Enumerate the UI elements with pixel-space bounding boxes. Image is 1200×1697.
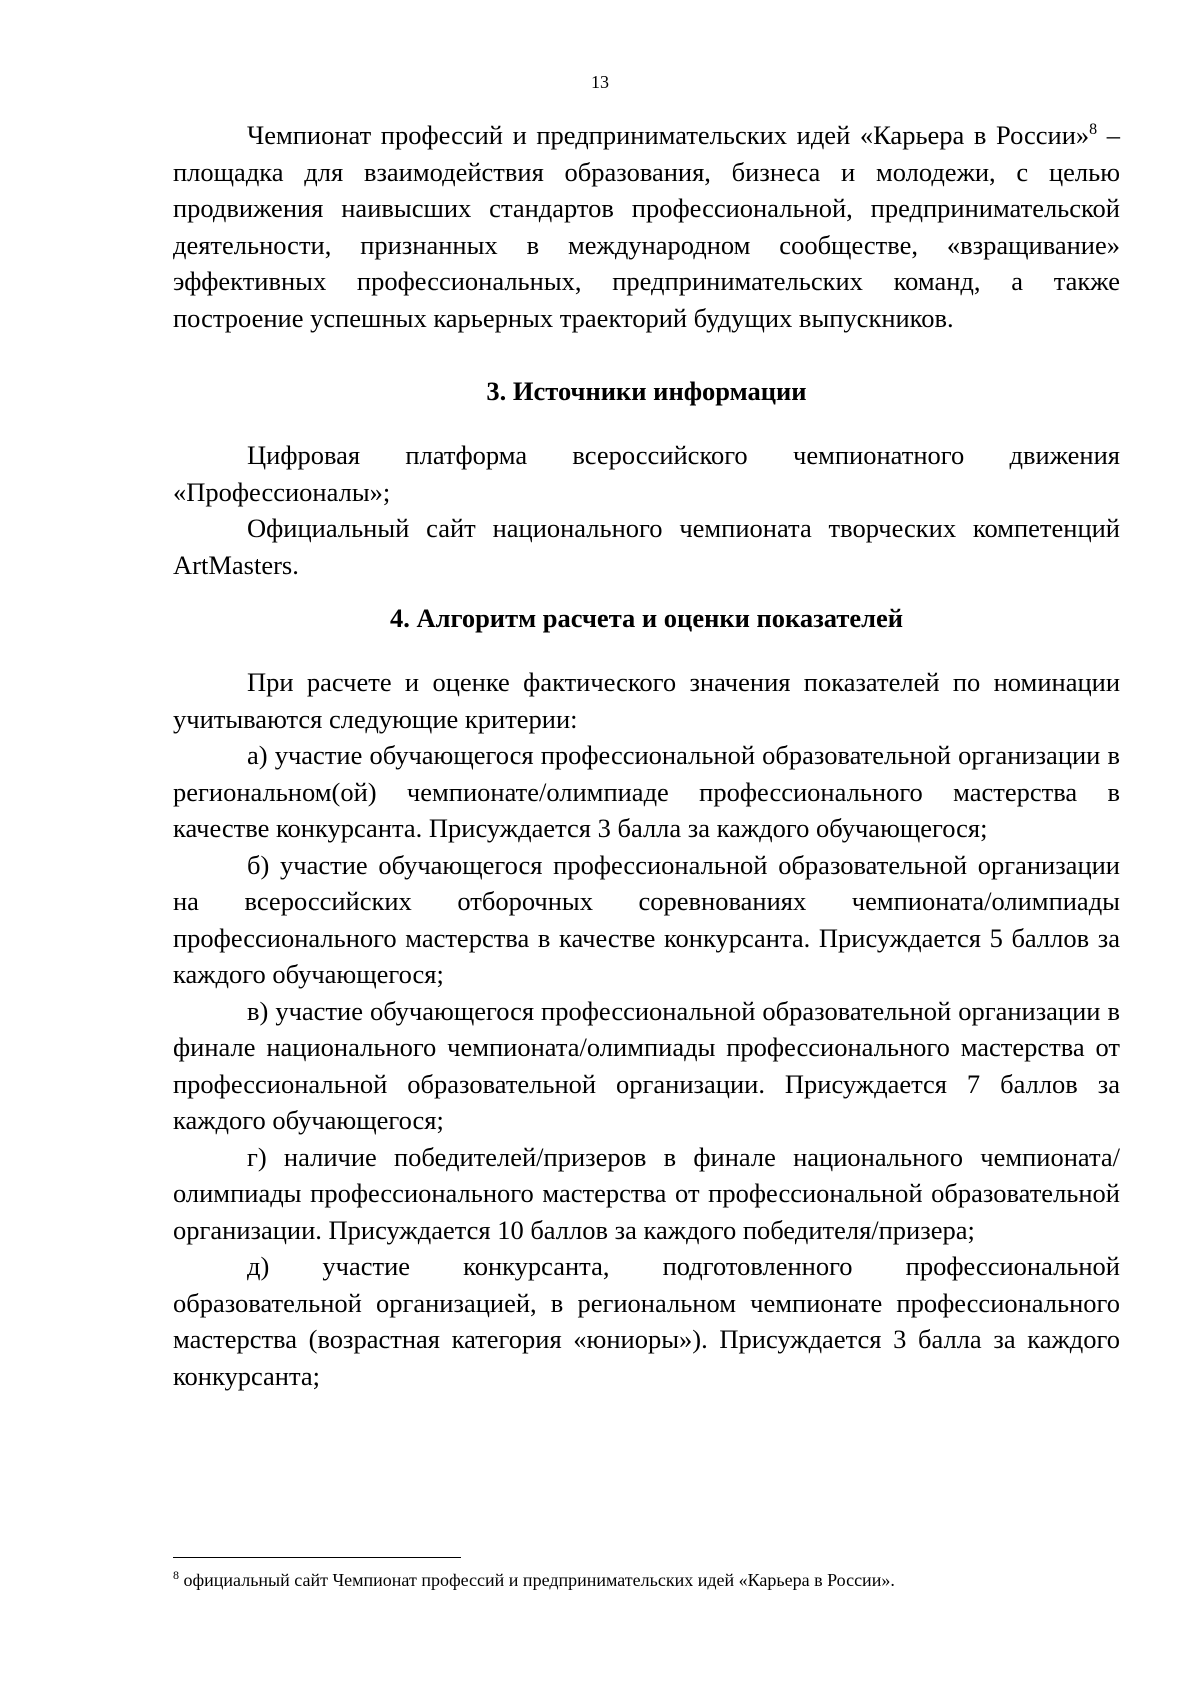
section-4-heading-block: [173, 600, 1120, 637]
footnote-reference: 8: [1089, 121, 1098, 138]
intro-text-part1: Чемпионат профессий и предпринимательских идей «Карьера в России»: [247, 120, 1090, 150]
section-3-heading: 3. Источники информации: [486, 376, 807, 406]
section-4-heading: 4. Алгоритм расчета и оценки показателей: [389, 603, 904, 633]
footnote-separator: [173, 1557, 461, 1558]
intro-block: [173, 117, 1120, 336]
footnote: [173, 1568, 1120, 1592]
page-number: 13: [591, 72, 609, 92]
source-paragraph: Официальный сайт национального чемпионата творческих компетенций ArtMasters.: [173, 513, 1120, 580]
footnote-marker: 8: [173, 1568, 179, 1582]
section-3-body: [173, 437, 1120, 583]
intro-paragraph: [173, 117, 1120, 336]
criterion-item: а) участие обучающегося профессиональной образовательной организации в региональном(ой) чемпионате/олимпиаде профессионального мастерства в качестве конкурсанта. Присуждается 3 балла за каждого обучающегося;: [173, 740, 1120, 843]
criterion-item: д) участие конкурсанта, подготовленного профессиональной образовательной организацией, в региональном чемпионате профессионального мастерства (возрастная категория «юниоры»). Присуждается 3 балла за каждого конкурсанта;: [173, 1251, 1120, 1391]
footnote-text: официальный сайт Чемпионат профессий и предпринимательских идей «Карьера в России».: [179, 1570, 895, 1590]
intro-text-part2: – площадка для взаимодействия образования, бизнеса и молодежи, с целью продвижения наивысших стандартов профессиональной, предпринимательской деятельности, признанных в международном сообществе, «взращивание» эффективных профессиональных, предпринимательских команд, а также построение успешных карьерных траекторий будущих выпускников.: [173, 120, 1121, 333]
section-4-body: [173, 664, 1120, 1394]
section-4-intro: При расчете и оценке фактического значения показателей по номинации учитываются следующие критерии:: [173, 667, 1120, 734]
section-3-heading-block: [173, 373, 1120, 410]
source-paragraph: Цифровая платформа всероссийского чемпионатного движения «Профессионалы»;: [173, 440, 1120, 507]
criterion-item: б) участие обучающегося профессиональной образовательной организации на всероссийских отборочных соревнованиях чемпионата/олимпиады профессионального мастерства в качестве конкурсанта. Присуждается 5 баллов за каждого обучающегося;: [173, 849, 1120, 989]
criterion-item: в) участие обучающегося профессиональной образовательной организации в финале национального чемпионата/олимпиады профессионального мастерства от профессиональной образовательной организации. Присуждается 7 баллов за каждого обучающегося;: [173, 995, 1120, 1135]
criterion-item: г) наличие победителей/призеров в финале национального чемпионата/олимпиады профессионального мастерства от профессиональной образовательной организации. Присуждается 10 баллов за каждого победителя/призера;: [173, 1141, 1120, 1245]
